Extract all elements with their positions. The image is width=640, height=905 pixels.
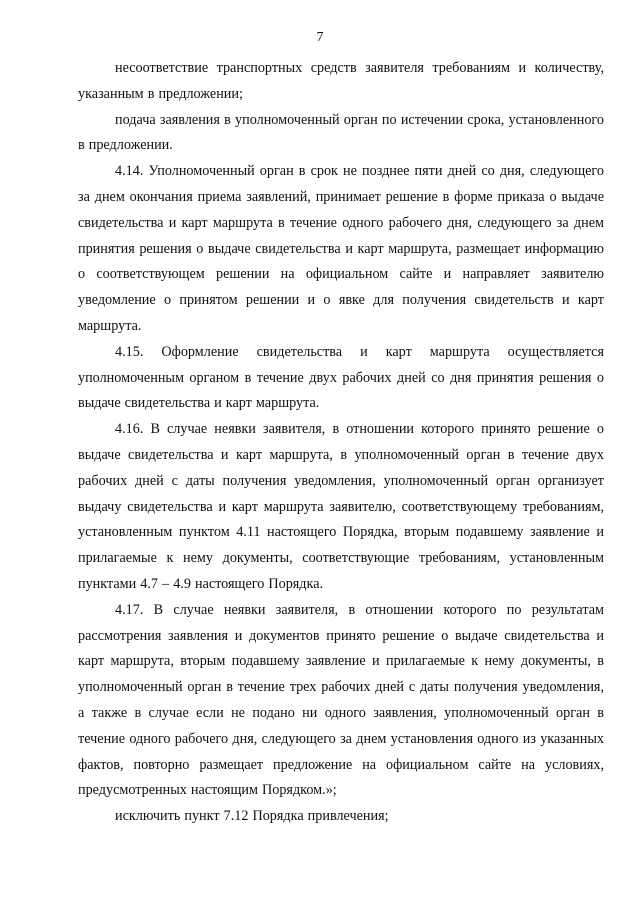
paragraph-4-14: 4.14. Уполномоченный орган в срок не позднее пяти дней со дня, следующего за днем окончания приема заявлений, принимает решение в форме приказа о выдаче свидетельства и карт маршрута в течение одного рабочего дня, следующего за днем принятия решения о выдаче свидетельства и карт маршрута, размещает информацию о соответствующем решении на официальном сайте и направляет заявителю уведомление о принятом решении и о явке для получения свидетельств и карт маршрута. — [78, 163, 604, 334]
paragraph-late-submission: подача заявления в уполномоченный орган по истечении срока, установленного в предложении. — [78, 111, 604, 154]
page-number: 7 — [316, 30, 324, 45]
paragraph-nonconformity: несоответствие транспортных средств заявителя требованиям и количеству, указанным в предложении; — [78, 60, 604, 102]
paragraph-4-15: 4.15. Оформление свидетельства и карт маршрута осуществляется уполномоченным органом в течение двух рабочих дней со дня принятия решения о выдаче свидетельства и карт маршрута. — [78, 343, 604, 412]
paragraph-exclude-7-12: исключить пункт 7.12 Порядка привлечения; — [115, 808, 389, 825]
paragraph-4-17: 4.17. В случае неявки заявителя, в отношении которого по результатам рассмотрения заявления и документов принято решение о выдаче свидетельства и карт маршрута, вторым подавшему заявление и прилагаемые к нему документы, в уполномоченный орган в течение трех рабочих дней с даты получения уведомления, а также в случае если не подано ни одного заявления, уполномоченный орган в течение одного рабочего дня, следующего за днем установления одного из указанных фактов, повторно размещает предложение на официальном сайте на условиях, предусмотренных настоящим Порядком.»; — [78, 601, 604, 799]
document-body — [78, 56, 604, 830]
paragraph-4-16: 4.16. В случае неявки заявителя, в отношении которого принято решение о выдаче свидетельства и карт маршрута, в уполномоченный орган в течение двух рабочих дней с даты получения уведомления, уполномоченный орган организует выдачу свидетельства и карт маршрута заявителю, соответствующему требованиям, установленным пунктом 4.11 настоящего Порядка, вторым подавшему заявление и прилагаемые к нему документы, соответствующие требованиям, установленным пунктами 4.7 – 4.9 настоящего Порядка. — [78, 421, 604, 592]
